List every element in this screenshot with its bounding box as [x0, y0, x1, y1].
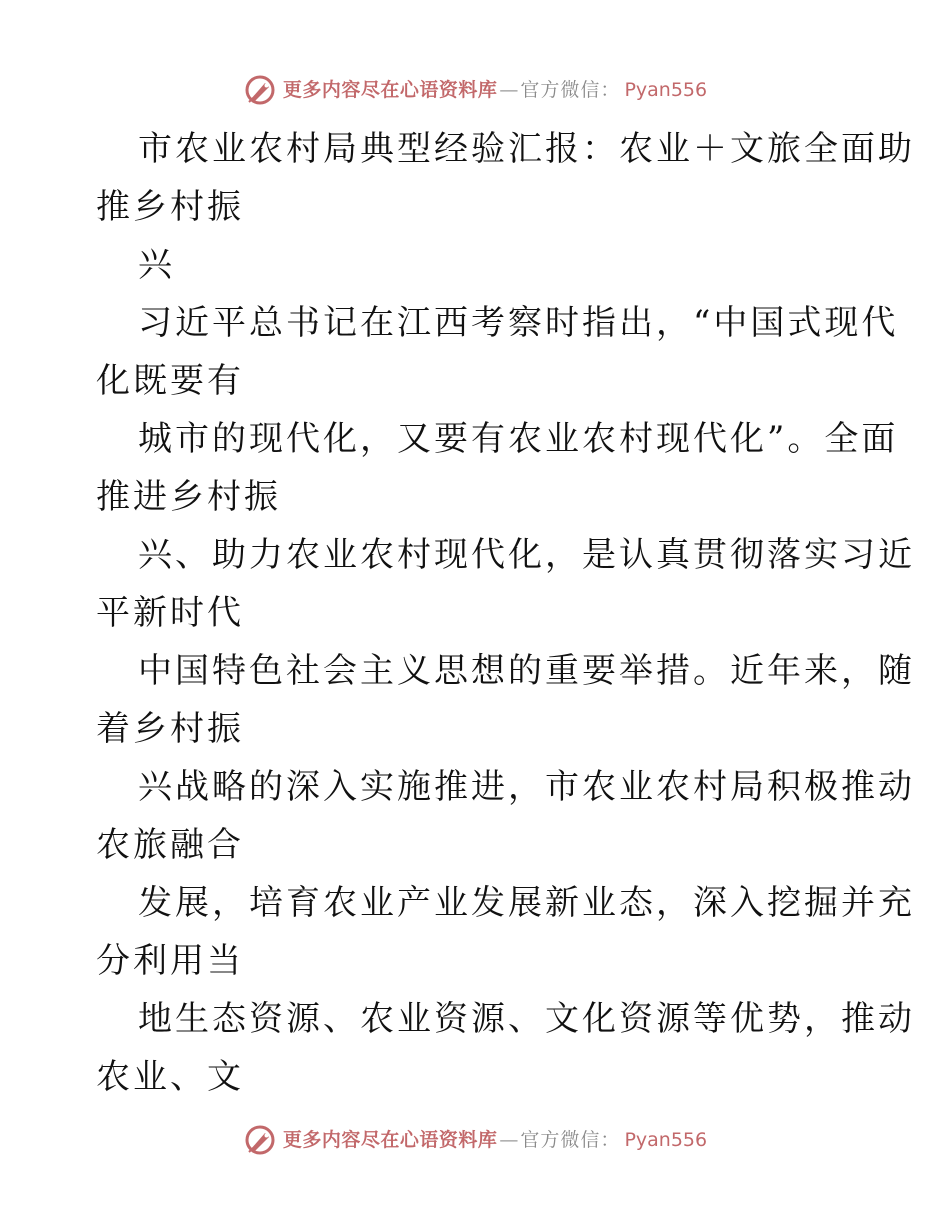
watermark-official-label: 官方微信：: [520, 1128, 621, 1151]
text-line: 发展，培育农业产业发展新业态，深入挖掘并充: [138, 883, 915, 923]
document-body: [96, 120, 915, 1106]
text-line: 兴、助力农业农村现代化，是认真贯彻落实习近: [138, 535, 915, 575]
watermark-official-label: 官方微信：: [520, 78, 621, 101]
text-line: 化既要有: [96, 361, 244, 401]
footer-watermark: [0, 1120, 950, 1160]
text-line: 地生态资源、农业资源、文化资源等优势，推动: [138, 999, 915, 1039]
text-line: 推乡村振: [96, 187, 244, 227]
pen-nib-circle-icon: [243, 73, 277, 107]
text-line: 平新时代: [96, 593, 244, 633]
watermark-wechat-id: Pyan556: [624, 1128, 708, 1151]
watermark-separator: —: [499, 78, 519, 101]
header-watermark: [0, 70, 950, 110]
text-line: 推进乡村振: [96, 477, 281, 517]
document-text: [96, 120, 915, 1106]
watermark-wechat-id: Pyan556: [624, 78, 708, 101]
watermark-separator: —: [499, 1128, 519, 1151]
text-line: 兴: [138, 245, 175, 285]
text-line: 农业、文: [96, 1057, 244, 1097]
text-line: 市农业农村局典型经验汇报：农业＋文旅全面助: [138, 129, 915, 169]
text-line: 分利用当: [96, 941, 244, 981]
text-line: 习近平总书记在江西考察时指出，“中国式现代: [138, 303, 899, 343]
pen-nib-circle-icon: [243, 1123, 277, 1157]
text-line: 着乡村振: [96, 709, 244, 749]
text-line: 兴战略的深入实施推进，市农业农村局积极推动: [138, 767, 915, 807]
text-line: 城市的现代化，又要有农业农村现代化”。全面: [138, 419, 899, 459]
text-line: 中国特色社会主义思想的重要举措。近年来，随: [138, 651, 915, 691]
watermark-brand: 更多内容尽在心语资料库: [282, 1128, 498, 1151]
watermark-brand: 更多内容尽在心语资料库: [282, 78, 498, 101]
text-line: 农旅融合: [96, 825, 244, 865]
